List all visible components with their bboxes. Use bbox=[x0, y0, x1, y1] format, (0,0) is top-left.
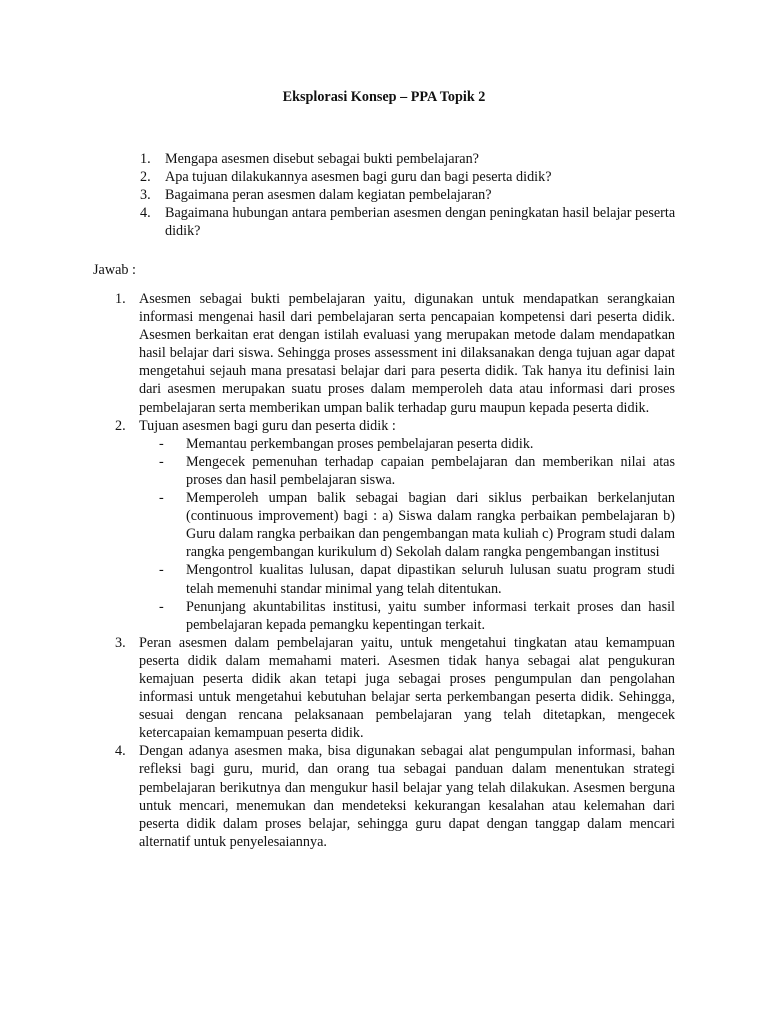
answer-item bbox=[115, 417, 675, 634]
answer-heading: Jawab : bbox=[93, 262, 136, 278]
answer-number: 3. bbox=[115, 634, 126, 651]
question-list bbox=[140, 150, 676, 240]
answer-number: 2. bbox=[115, 417, 126, 434]
dash-bullet: - bbox=[159, 598, 164, 615]
sublist-item bbox=[139, 453, 675, 489]
sublist-item-text: Mengecek pemenuhan terhadap capaian pembelajaran dan memberikan nilai atas proses dan hasil pembelajaran siswa. bbox=[186, 453, 675, 488]
dash-bullet: - bbox=[159, 453, 164, 470]
question-item bbox=[140, 150, 676, 168]
answer-sublist bbox=[139, 435, 675, 634]
answer-list bbox=[115, 290, 675, 851]
question-item bbox=[140, 186, 676, 204]
question-number: 1. bbox=[140, 151, 151, 167]
dash-bullet: - bbox=[159, 562, 164, 579]
dash-bullet: - bbox=[159, 490, 164, 507]
question-number: 2. bbox=[140, 169, 151, 186]
question-text: Bagaimana peran asesmen dalam kegiatan pembelajaran? bbox=[165, 187, 492, 204]
question-number: 3. bbox=[140, 187, 151, 204]
question-text: Bagaimana hubungan antara pemberian asesmen dengan peningkatan hasil belajar peserta didik? bbox=[165, 205, 676, 240]
question-item bbox=[140, 204, 676, 240]
dash-bullet: - bbox=[159, 435, 164, 452]
sublist-item-text: Memperoleh umpan balik sebagai bagian dari siklus perbaikan berkelanjutan (continuous improvement) bagi : a) Siswa dalam rangka perbaikan pembelajaran b) Guru dalam rangka perbaikan dan pengembangan mata kuliah c) Program studi dalam rangka pengembangan kurikulum d) Sekolah dalam rangka pengembangan institusi bbox=[186, 490, 675, 561]
answer-item bbox=[115, 742, 675, 851]
answer-item bbox=[115, 634, 675, 743]
document-title: Eksplorasi Konsep – PPA Topik 2 bbox=[282, 89, 486, 105]
answer-text: Peran asesmen dalam pembelajaran yaitu, untuk mengetahui tingkatan atau kemampuan peserta didik dalam memahami materi. Asesmen tidak hanya sebagai alat pengukuran kemajuan peserta didik akan tetapi juga sebagai proses pengumpulan dan pengolahan informasi untuk mengetahui kebutuhan belajar serta perkembangan peserta didik. Sehingga, sesuai dengan rencana pelaksanaan pembelajaran yang telah ditetapkan, mengecek ketercapaian kemampuan peserta didik. bbox=[139, 634, 675, 742]
answer-text: Dengan adanya asesmen maka, bisa digunakan sebagai alat pengumpulan informasi, bahan refleksi bagi guru, murid, dan orang tua sebagai panduan dalam menentukan strategi pembelajaran berikutnya dan mengukur hasil belajar yang telah dilakukan. Asesmen berguna untuk mencari, menemukan dan mendeteksi kekurangan kesalahan atau kelemahan dari peserta didik dalam proses belajar, sehingga guru dapat dengan tanggap dalam mencari alternatif untuk penyelesaiannya. bbox=[139, 743, 675, 850]
question-text: Mengapa asesmen disebut sebagai bukti pembelajaran? bbox=[165, 151, 479, 167]
sublist-item bbox=[139, 489, 675, 561]
sublist-item bbox=[139, 561, 675, 597]
sublist-item bbox=[139, 598, 675, 634]
sublist-item bbox=[139, 435, 675, 453]
answer-number: 1. bbox=[115, 291, 126, 307]
answer-item bbox=[115, 290, 675, 417]
sublist-item-text: Penunjang akuntabilitas institusi, yaitu sumber informasi terkait proses dan hasil pembelajaran kepada pemangku kepentingan terkait. bbox=[186, 598, 675, 633]
answer-number: 4. bbox=[115, 743, 126, 760]
question-text: Apa tujuan dilakukannya asesmen bagi guru dan bagi peserta didik? bbox=[165, 169, 552, 186]
sublist-item-text: Mengontrol kualitas lulusan, dapat dipastikan seluruh lulusan suatu program studi telah memenuhi standar minimal yang telah ditentukan. bbox=[186, 562, 675, 597]
sublist-item-text: Memantau perkembangan proses pembelajaran peserta didik. bbox=[186, 435, 534, 452]
question-item bbox=[140, 168, 676, 186]
question-number: 4. bbox=[140, 205, 151, 222]
answer-text: Tujuan asesmen bagi guru dan peserta didik : bbox=[139, 417, 396, 434]
answer-text: Asesmen sebagai bukti pembelajaran yaitu, digunakan untuk mendapatkan serangkaian informasi mengenai hasil dari pembelajaran serta pencapaian kompetensi dari peserta didik. Asesmen berkaitan erat dengan istilah evaluasi yang merupakan metode dalam mendapatkan hasil belajar dari siswa. Sehingga proses assessment ini dilaksanakan denga tujuan agar dapat mengetahui sejauh mana presatasi belajar dari para peserta didik. Tak hanya itu definisi lain dari asesmen merupakan suatu proses dalam memperoleh data atau informasi dari proses pembelajaran serta memberikan umpan balik terhadap guru maupun kepada peserta didik. bbox=[139, 291, 675, 416]
